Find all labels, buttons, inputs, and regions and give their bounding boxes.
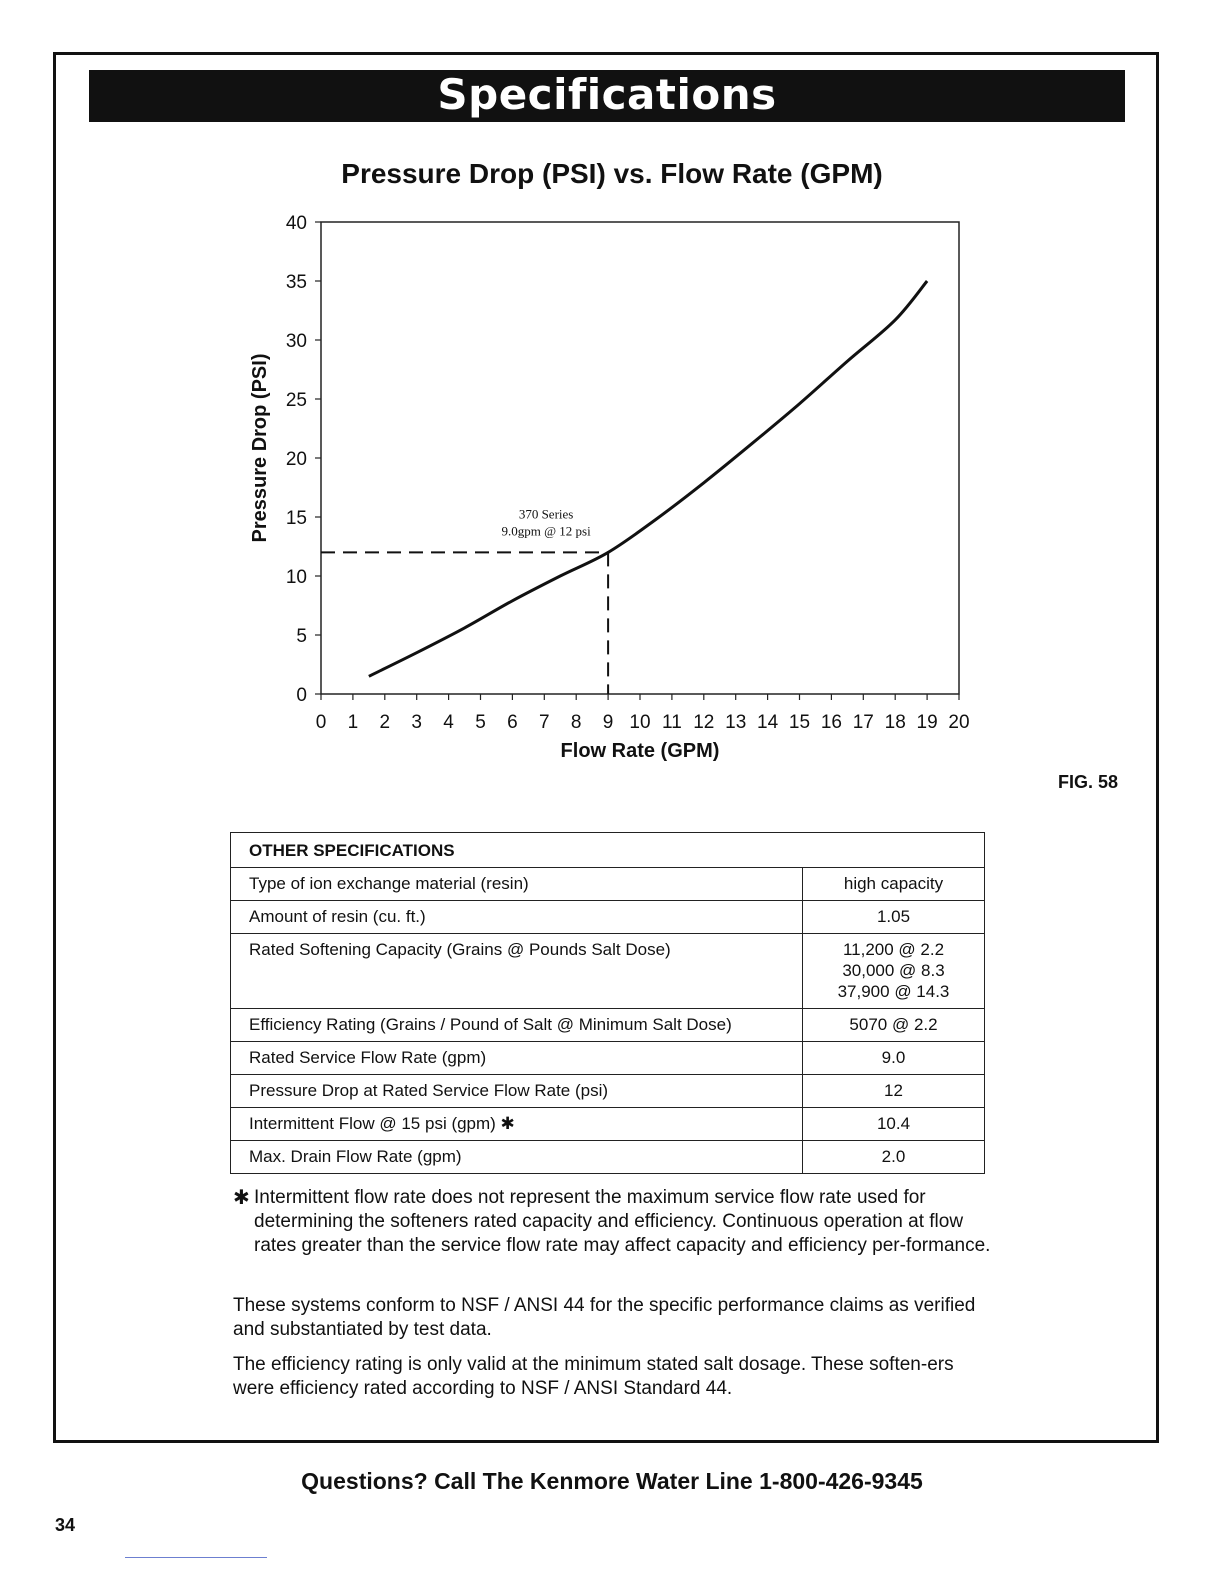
spec-value: 2.0 xyxy=(803,1141,985,1174)
y-tick-label: 30 xyxy=(285,331,307,352)
table-header: OTHER SPECIFICATIONS xyxy=(231,833,985,868)
spec-label: Efficiency Rating (Grains / Pound of Salt @ Minimum Salt Dose) xyxy=(231,1009,803,1042)
spec-value: 5070 @ 2.2 xyxy=(803,1009,985,1042)
spec-value: 1.05 xyxy=(803,901,985,934)
table-row xyxy=(231,901,985,934)
x-tick-label: 10 xyxy=(629,712,651,733)
x-tick-label: 8 xyxy=(570,712,582,733)
x-tick-label: 16 xyxy=(820,712,842,733)
y-tick-label: 40 xyxy=(285,213,307,234)
spec-label: Type of ion exchange material (resin) xyxy=(231,868,803,901)
footer-hotline: Questions? Call The Kenmore Water Line 1-800-426-9345 xyxy=(301,1468,923,1494)
efficiency-rating-note: The efficiency rating is only valid at the minimum stated salt dosage. These soften-ers were efficiency rated according to NSF / ANSI Standard 44. xyxy=(233,1354,954,1399)
x-tick-label: 13 xyxy=(725,712,747,733)
table-row xyxy=(231,1108,985,1141)
y-tick-label: 25 xyxy=(285,390,307,411)
x-tick-label: 15 xyxy=(788,712,811,733)
table-row xyxy=(231,934,985,1009)
plot-area xyxy=(321,222,959,694)
x-tick-label: 18 xyxy=(884,712,906,733)
spec-label: Rated Softening Capacity (Grains @ Pounds Salt Dose) xyxy=(231,934,803,1009)
spec-value: high capacity xyxy=(803,868,985,901)
spec-value: 11,200 @ 2.2 30,000 @ 8.3 37,900 @ 14.3 xyxy=(803,934,985,1009)
spec-value: 10.4 xyxy=(803,1108,985,1141)
x-tick-label: 14 xyxy=(757,712,779,733)
page-number: 34 xyxy=(55,1515,76,1535)
spec-label: Pressure Drop at Rated Service Flow Rate (psi) xyxy=(231,1075,803,1108)
table-row xyxy=(231,1075,985,1108)
table-row xyxy=(231,1009,985,1042)
x-tick-label: 4 xyxy=(443,712,454,733)
y-tick-label: 0 xyxy=(296,685,307,706)
spec-value: 12 xyxy=(803,1075,985,1108)
y-axis-label: Pressure Drop (PSI) xyxy=(249,353,271,543)
nsf-conformance-note: These systems conform to NSF / ANSI 44 for the specific performance claims as verified and substantiated by test data. xyxy=(233,1295,976,1340)
y-tick-label: 10 xyxy=(285,567,307,588)
x-tick-label: 12 xyxy=(693,712,715,733)
spec-label: Max. Drain Flow Rate (gpm) xyxy=(231,1141,803,1174)
x-tick-label: 20 xyxy=(948,712,970,733)
intermittent-flow-note xyxy=(233,1186,993,1258)
x-tick-label: 7 xyxy=(539,712,550,733)
x-tick-label: 5 xyxy=(475,712,486,733)
bottom-rule xyxy=(125,1557,267,1558)
x-tick-label: 9 xyxy=(602,712,614,733)
table-row xyxy=(231,868,985,901)
y-tick-label: 5 xyxy=(296,626,307,647)
table-header-row xyxy=(231,833,985,868)
x-tick-label: 2 xyxy=(379,712,391,733)
y-tick-label: 35 xyxy=(285,272,307,293)
annotation-label: 370 Series xyxy=(518,506,574,522)
table-row xyxy=(231,1141,985,1174)
x-tick-label: 0 xyxy=(315,712,327,733)
other-specifications-table xyxy=(230,832,985,1174)
pressure-drop-chart xyxy=(0,0,1224,780)
chart-title: Pressure Drop (PSI) vs. Flow Rate (GPM) xyxy=(341,158,883,189)
spec-label: Amount of resin (cu. ft.) xyxy=(231,901,803,934)
table-row xyxy=(231,1042,985,1075)
x-tick-label: 11 xyxy=(662,712,682,733)
y-tick-label: 20 xyxy=(285,449,307,470)
pressure-drop-curve xyxy=(369,281,927,676)
spec-value: 9.0 xyxy=(803,1042,985,1075)
intermittent-flow-note-text: Intermittent flow rate does not represent the maximum service flow rate used for determining the softeners rated capacity and efficiency. Continuous operation at flow rates greater than the service flow rate may affect capacity and efficiency per-formance. xyxy=(254,1187,991,1256)
spec-label: Rated Service Flow Rate (gpm) xyxy=(231,1042,803,1075)
x-tick-label: 19 xyxy=(916,712,938,733)
asterisk-icon: ✱ xyxy=(233,1187,250,1209)
annotation-label: 9.0gpm @ 12 psi xyxy=(501,523,591,539)
x-tick-label: 6 xyxy=(507,712,518,733)
figure-label: FIG. 58 xyxy=(1058,772,1119,792)
section-banner: Specifications xyxy=(89,70,1125,122)
x-tick-label: 17 xyxy=(852,712,874,733)
y-tick-label: 15 xyxy=(285,508,307,529)
x-tick-label: 1 xyxy=(347,712,359,733)
spec-label: Intermittent Flow @ 15 psi (gpm) ✱ xyxy=(231,1108,803,1141)
x-tick-label: 3 xyxy=(411,712,422,733)
x-axis-label: Flow Rate (GPM) xyxy=(560,740,720,762)
